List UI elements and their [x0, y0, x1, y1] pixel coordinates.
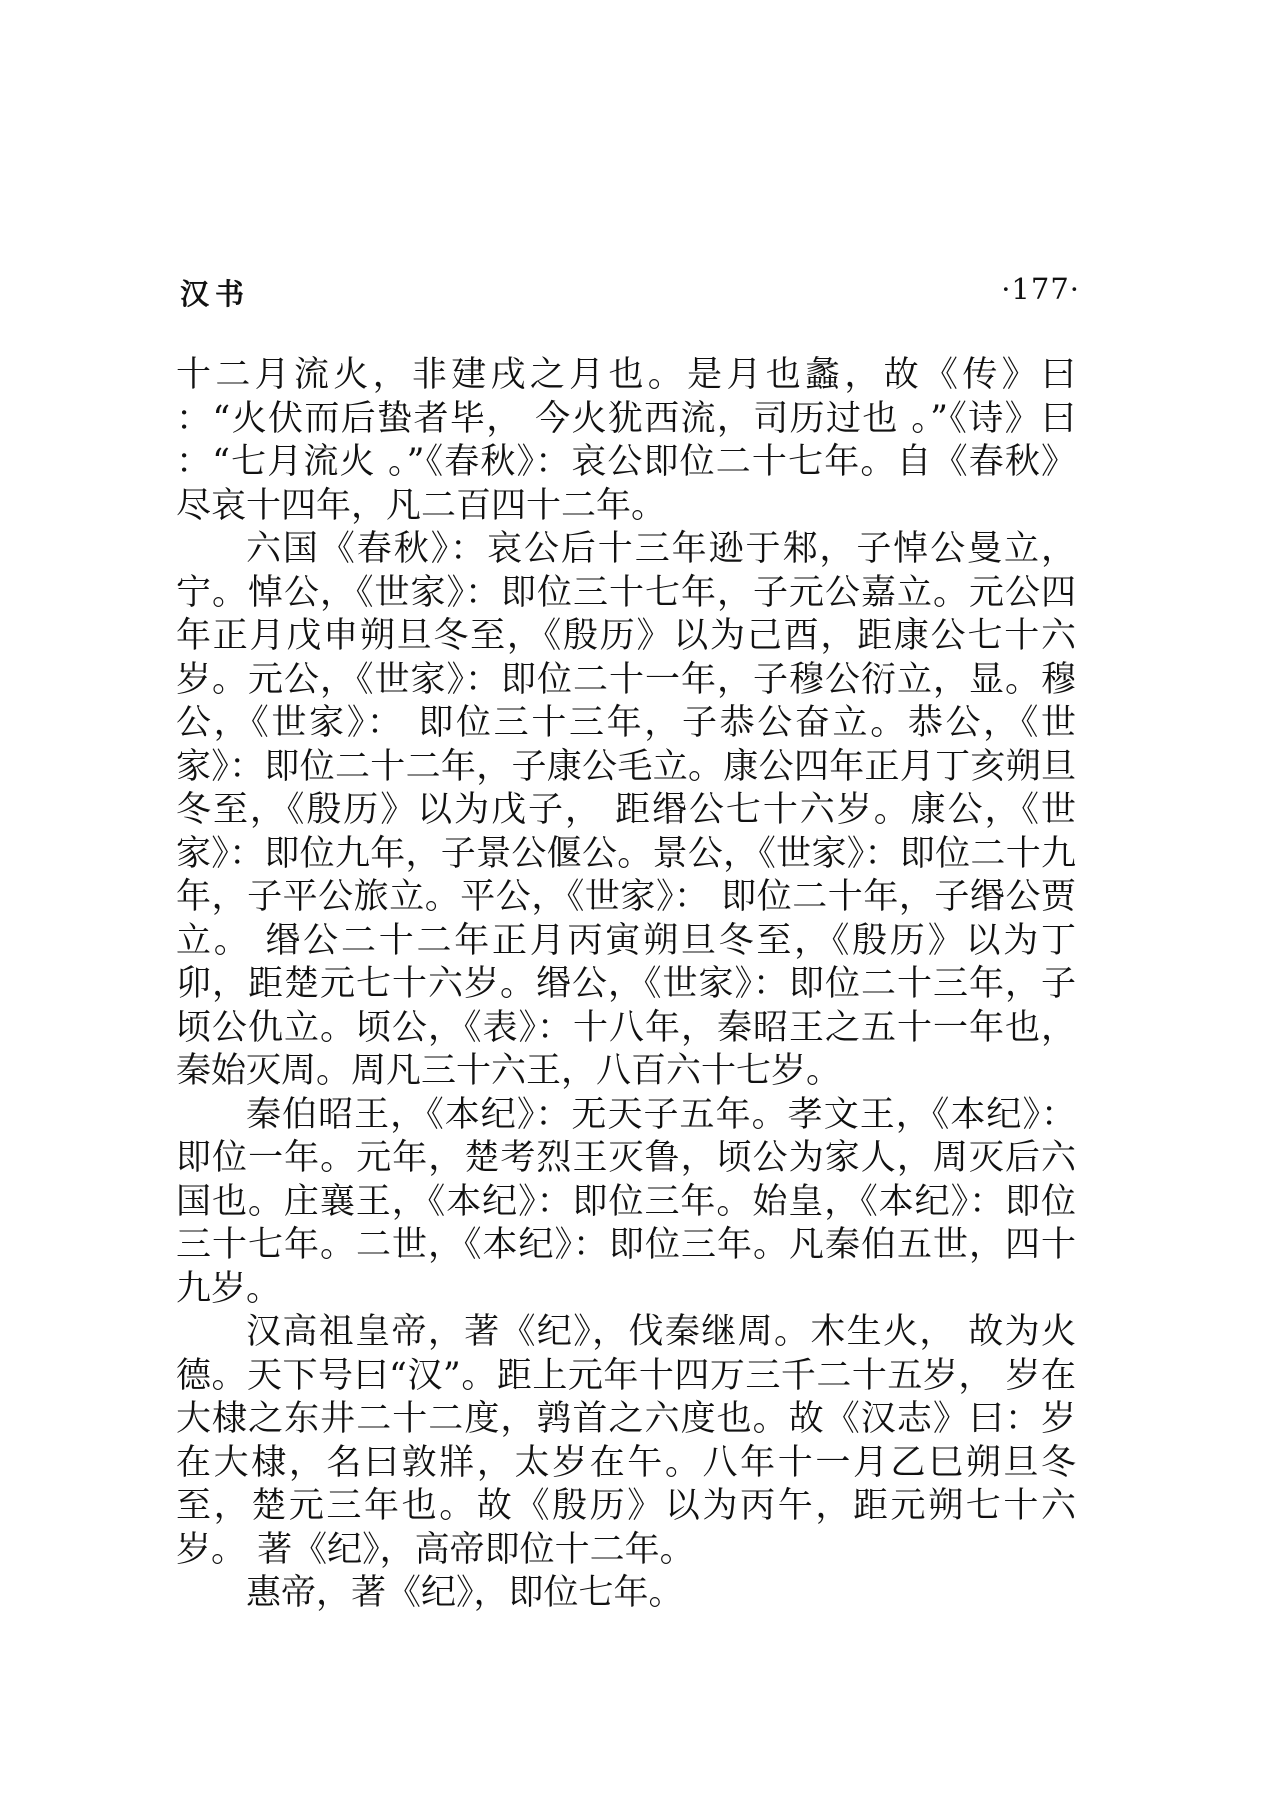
page-number: ·177·	[1001, 272, 1080, 306]
paragraph: 六国《春秋》：哀公后十三年逊于邾，子悼公曼立， 宁。悼公，《世家》：即位三十七年，子元公嘉立。元公四年正月戊申朔旦冬至，《殷历》以为己酉，距康公七十六岁。元公，《世家》：即位二十一年，子穆公衍立，显。穆公，《世家》： 即位三十三年，子恭公奋立。恭公，《世家》：即位二十二年，子康公毛立。康公四年正月丁亥朔旦冬至，《殷历》以为戊子， 距缗公七十六岁。康公，《世家》：即位九年，子景公偃公。景公，《世家》：即位二十九年，子平公旅立。平公，《世家》： 即位二十年，子缗公贾立。 缗公二十二年正月丙寅朔旦冬至，《殷历》以为丁卯，距楚元七十六岁。缗公，《世家》：即位二十三年，子顷公仇立。顷公，《表》：十八年，秦昭王之五十一年也，秦始灭周。周凡三十六王，八百六十七岁。	[176, 529, 1076, 1091]
paragraph: 秦伯昭王，《本纪》：无天子五年。孝文王，《本纪》：即位一年。元年，楚考烈王灭鲁，顷公为家人，周灭后六国也。庄襄王，《本纪》：即位三年。始皇，《本纪》：即位三十七年。二世，《本纪》：即位三年。凡秦伯五世，四十九岁。	[176, 1094, 1076, 1309]
running-header	[180, 272, 1080, 316]
book-title: 汉书	[180, 277, 251, 311]
paragraph: 十二月流火，非建戌之月也。是月也蠡，故《传》曰 ：“火伏而后蛰者毕， 今火犹西流，司历过也 。”《诗》曰 ：“七月流火 。”《春秋》：哀公即位二十七年。自《春秋》尽哀十四年，凡二百四十二年。	[176, 355, 1076, 526]
paragraph: 惠帝，著《纪》，即位七年。	[246, 1573, 684, 1613]
body-text	[176, 354, 1076, 1616]
paragraph: 汉高祖皇帝，著《纪》，伐秦继周。木生火， 故为火德。天下号曰“汉”。距上元年十四万三千二十五岁， 岁在大棣之东井二十二度，鹑首之六度也。故《汉志》曰：岁在大棣，名曰敦牂，太岁在午。八年十一月乙巳朔旦冬至，楚元三年也。故《殷历》以为丙午，距元朔七十六岁。 著《纪》，高帝即位十二年。	[176, 1312, 1076, 1570]
